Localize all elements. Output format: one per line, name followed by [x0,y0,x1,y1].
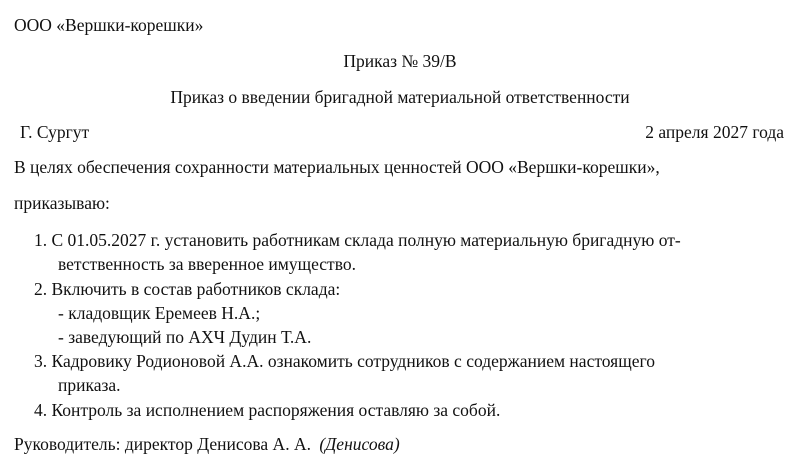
list-subitem-ahch-manager: - заведующий по АХЧ Дудин Т.А. [58,327,312,347]
decree-word: приказываю: [14,193,110,213]
order-date: 2 апреля 2027 года [645,122,784,142]
list-item-3-line-2: приказа. [58,375,121,395]
list-item-1-line-2: ветственность за вверенное имущество. [58,254,356,274]
order-number: Приказ № 39/В [343,51,457,71]
signature-label: Руководитель: директор Денисова А. А. [14,434,311,454]
intro-paragraph: В целях обеспечения сохранности материальных ценностей ООО «Вершки-корешки», [14,157,660,177]
organization-name: ООО «Вершки-корешки» [14,15,204,35]
list-item-1-line-1: 1. С 01.05.2027 г. установить работникам склада полную материальную бригадную от- [34,230,681,250]
list-item-3-line-1: 3. Кадровику Родионовой А.А. ознакомить сотрудников с содержанием настоящего [34,351,655,371]
order-title: Приказ о введении бригадной материальной ответственности [170,87,630,107]
list-item-4: 4. Контроль за исполнением распоряжения оставляю за собой. [34,400,501,420]
signature-block [14,434,400,454]
list-subitem-storekeeper: - кладовщик Еремеев Н.А.; [58,303,261,323]
list-item-2: 2. Включить в состав работников склада: [34,279,341,299]
signature-handwritten: (Денисова) [319,434,400,454]
city: Г. Сургут [20,122,90,142]
